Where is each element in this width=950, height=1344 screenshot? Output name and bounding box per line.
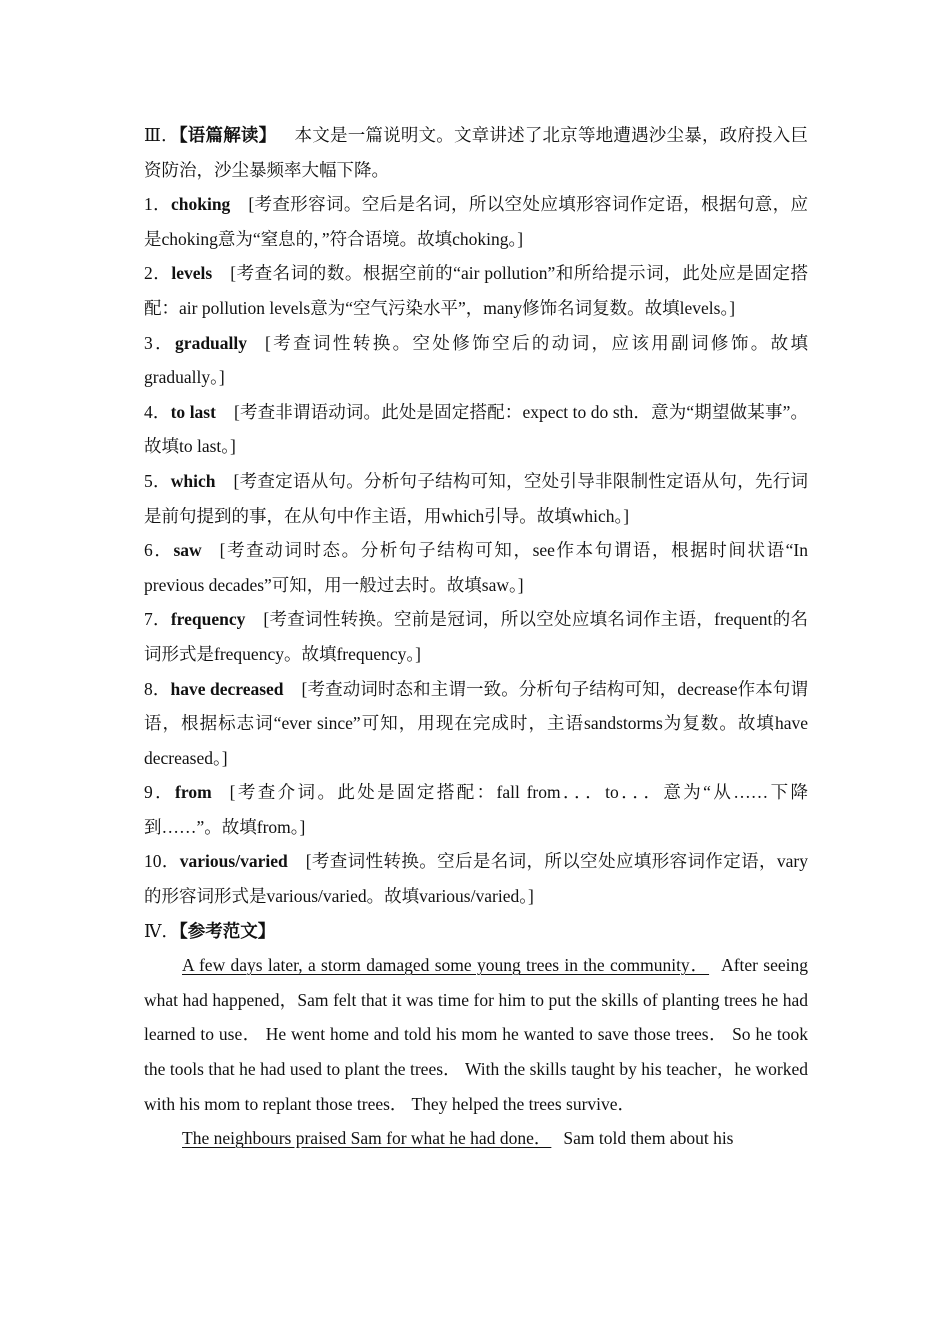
answer-item — [144, 256, 808, 325]
section-3-label: 【语篇解读】 — [178, 125, 277, 145]
answer-word: from — [175, 782, 212, 803]
section-3-numeral: Ⅲ． — [144, 125, 179, 145]
answer-explanation: [考查词性转换。空前是冠词，所以空处应填名词作主语，frequent的名词形式是frequency。故填frequency。] — [144, 609, 808, 664]
answer-item — [144, 326, 808, 395]
answer-item — [144, 187, 808, 256]
section-4-numeral: Ⅳ． — [144, 920, 179, 941]
answer-number: 6． — [144, 540, 174, 561]
underlined-opening-sentence: A few days later, a storm damaged some young trees in the community． — [182, 955, 710, 976]
answer-item — [144, 464, 808, 533]
answer-number: 7． — [144, 609, 171, 630]
answer-number: 5． — [144, 470, 171, 491]
section-3-intro — [144, 118, 808, 187]
section-4-label: 【参考范文】 — [178, 920, 276, 941]
answer-explanation: [考查名词的数。根据空前的“air pollution”和所给提示词，此处应是固定搭配：air pollution levels意为“空气污染水平”，many修饰名词复数。故填levels。] — [144, 263, 809, 318]
answer-number: 3． — [144, 332, 176, 353]
answer-item — [144, 844, 808, 913]
answer-word: frequency — [170, 609, 246, 630]
answer-explanation: [考查动词时态和主谓一致。分析句子结构可知，decrease作本句谓语，根据标志词“ever since”可知，用现在完成时，主语sandstorms为复数。故填have decreased。] — [144, 678, 809, 768]
answer-word: which — [170, 470, 216, 491]
paragraph-body: Sam told them about his — [563, 1128, 734, 1149]
answer-word: saw — [173, 540, 202, 561]
model-essay-paragraph-1 — [144, 948, 808, 1121]
model-essay-paragraph-2 — [144, 1121, 808, 1156]
answer-number: 8． — [144, 678, 171, 699]
answer-word: have decreased — [170, 678, 284, 699]
answer-word: choking — [170, 194, 231, 215]
answer-item — [144, 775, 808, 844]
answer-number: 4． — [144, 401, 171, 422]
answer-word: to last — [170, 401, 216, 422]
answer-explanation: [考查动词时态。分析句子结构可知，see作本句谓语，根据时间状语“In previous decades”可知，用一般过去时。故填saw。] — [144, 540, 809, 595]
answer-explanation: [考查形容词。空后是名词，所以空处应填形容词作定语，根据句意，应是choking意为“窒息的，”符合语境。故填choking。] — [144, 194, 808, 249]
answer-word: various/varied — [179, 851, 288, 872]
answer-explanation: [考查词性转换。空处修饰空后的动词，应该用副词修饰。故填gradually。] — [144, 332, 809, 388]
section-4-heading — [144, 914, 808, 949]
answer-number: 2． — [144, 263, 172, 284]
answer-explanation: [考查非谓语动词。此处是固定搭配：expect to do sth．意为“期望做某事”。故填to last。] — [144, 401, 809, 457]
paragraph-body: After seeing what had happened，Sam felt that it was time for him to put the skills of planting trees he had learned to use． He went home and told his mom he wanted to save those trees． So he took the tools that he had used to plant the trees． With the skills taught by his teacher，he worked with his mom to replant those trees． They helped the trees survive． — [144, 955, 809, 1114]
underlined-opening-sentence: The neighbours praised Sam for what he had done． — [182, 1128, 552, 1149]
answer-item — [144, 602, 808, 671]
answer-item — [144, 395, 808, 464]
answer-explanation: [考查介词。此处是固定搭配：fall from．．．to．．．意为“从……下降到……”。故填from。] — [144, 782, 809, 837]
answer-number: 9． — [144, 782, 176, 803]
answer-item — [144, 672, 808, 776]
answer-explanation: [考查定语从句。分析句子结构可知，空处引导非限制性定语从句，先行词是前句提到的事，在从句中作主语，用which引导。故填which。] — [144, 470, 809, 526]
answer-number: 1． — [144, 194, 171, 215]
answer-word: gradually — [175, 332, 248, 353]
answer-word: levels — [171, 263, 213, 284]
section-3-summary: 本文是一篇说明文。文章讲述了北京等地遭遇沙尘暴，政府投入巨资防治，沙尘暴频率大幅下降。 — [144, 125, 809, 180]
answer-explanation: [考查词性转换。空后是名词，所以空处应填形容词作定语，vary的形容词形式是various/varied。故填various/varied。] — [144, 851, 809, 907]
answer-key-content — [144, 118, 808, 1156]
answer-number: 10． — [144, 851, 180, 872]
answer-item — [144, 533, 808, 602]
